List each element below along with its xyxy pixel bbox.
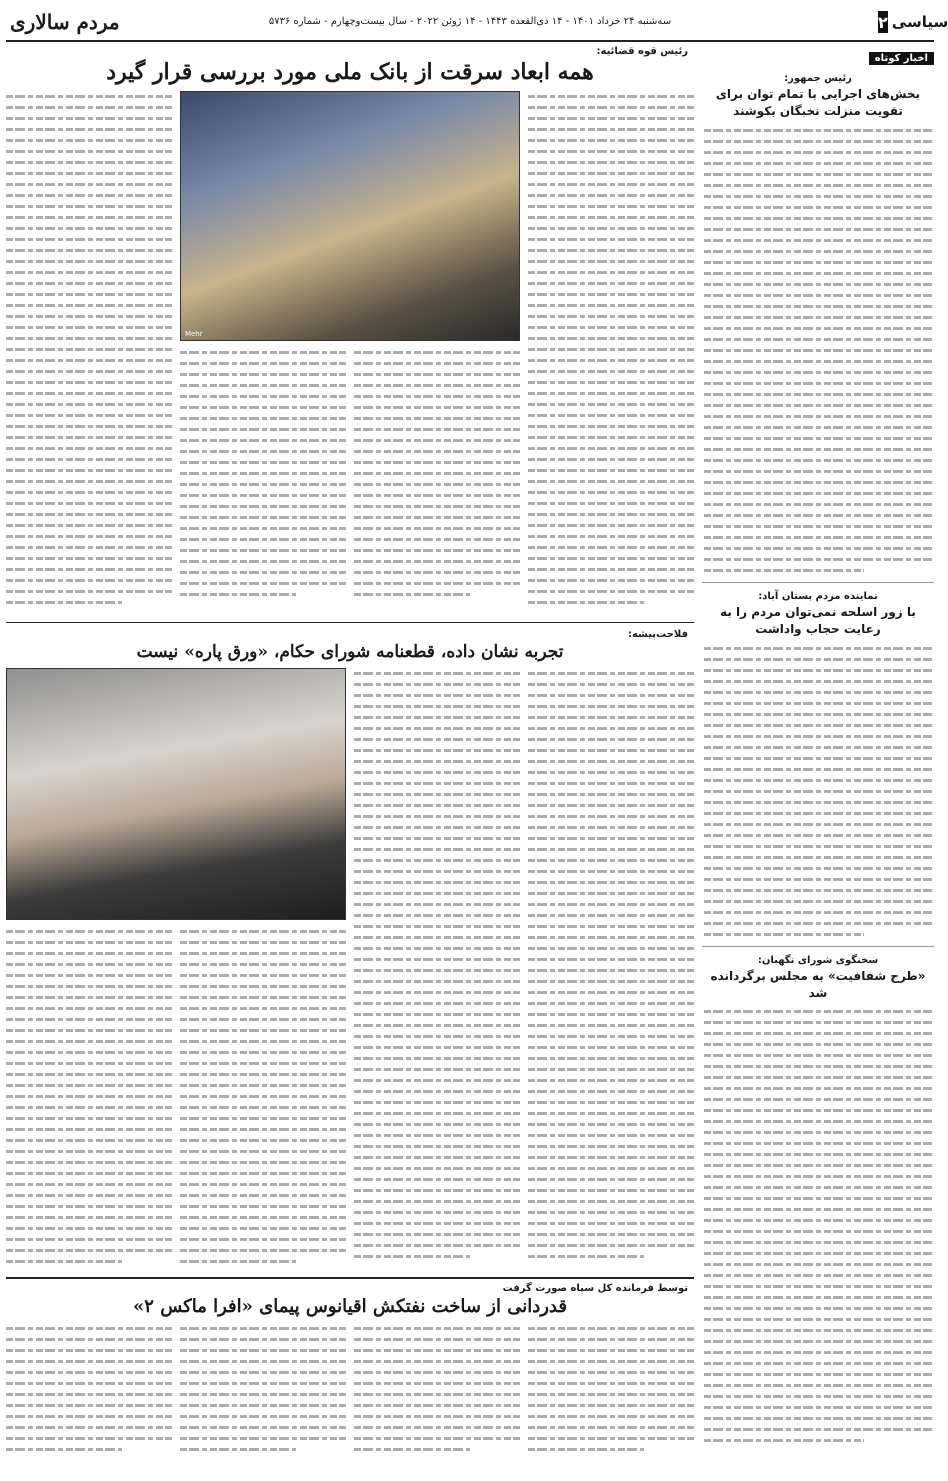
masthead — [6, 8, 948, 42]
brand-logo: مردم سالاری — [10, 10, 120, 34]
brief-1 — [702, 65, 934, 583]
photo-judiciary-council — [180, 91, 520, 341]
section-name: سیاسی — [891, 13, 948, 31]
article-photo-column — [6, 668, 346, 1267]
photo-falahatpisheh-portrait — [6, 668, 346, 920]
brief-body — [704, 643, 932, 940]
brief-body — [704, 1006, 932, 1446]
dateline: سه‌شنبه ۲۴ خرداد ۱۴۰۱ - ۱۴ ذی‌القعده ۱۴۴۳ - ۱۴ ژوئن ۲۰۲۲ - سال بیست‌وچهارم - شماره ۵۷۳۶ — [268, 16, 672, 27]
main-content — [6, 46, 694, 1475]
photo-credit: Mehr — [184, 330, 203, 338]
sidebar-tag: اخبار کوتاه — [869, 52, 934, 65]
section-badge — [878, 10, 948, 34]
article-headline: همه ابعاد سرقت از بانک ملی مورد بررسی قرار گیرد — [106, 59, 594, 85]
brief-2 — [702, 583, 934, 947]
article-columns — [6, 91, 694, 608]
sidebar-news — [702, 46, 934, 1475]
brief-kicker: نماینده مردم بستان آباد: — [758, 590, 878, 602]
section-number: ۲ — [878, 12, 888, 32]
article-kicker: رئیس قوه قضائیه: — [596, 46, 688, 57]
brief-3 — [702, 947, 934, 1453]
article-headline: تجربه نشان داده، قطعنامه شورای حکام، «ورق پاره» نیست — [136, 642, 564, 662]
article-afra-max — [6, 1277, 694, 1455]
article-falahatpisheh — [6, 629, 694, 1277]
brief-headline: «طرح شفافیت» به مجلس برگردانده شد — [710, 968, 926, 1000]
brief-headline: بخش‌های اجرایی با تمام توان برای تقویت منزلت نخبگان بکوشند — [715, 87, 921, 119]
article-kicker: فلاحت‌پیشه: — [627, 629, 688, 640]
article-column — [6, 91, 172, 608]
article-judiciary — [6, 46, 694, 616]
article-column — [354, 668, 520, 1267]
brief-kicker: سخنگوی شورای نگهبان: — [757, 954, 879, 966]
article-photo-column — [180, 91, 520, 608]
article-column — [528, 668, 694, 1267]
article-column — [528, 91, 694, 608]
article-headline: قدردانی از ساخت نفتکش اقیانوس پیمای «افرا ماکس ۲» — [133, 1296, 567, 1317]
brief-kicker: رئیس جمهور: — [784, 73, 852, 84]
brief-body — [704, 125, 932, 576]
brief-headline: با زور اسلحه نمی‌توان مردم را به رعایت حجاب واداشت — [720, 604, 916, 637]
article-kicker: توسط فرمانده کل سپاه صورت گرفت — [502, 1283, 688, 1294]
